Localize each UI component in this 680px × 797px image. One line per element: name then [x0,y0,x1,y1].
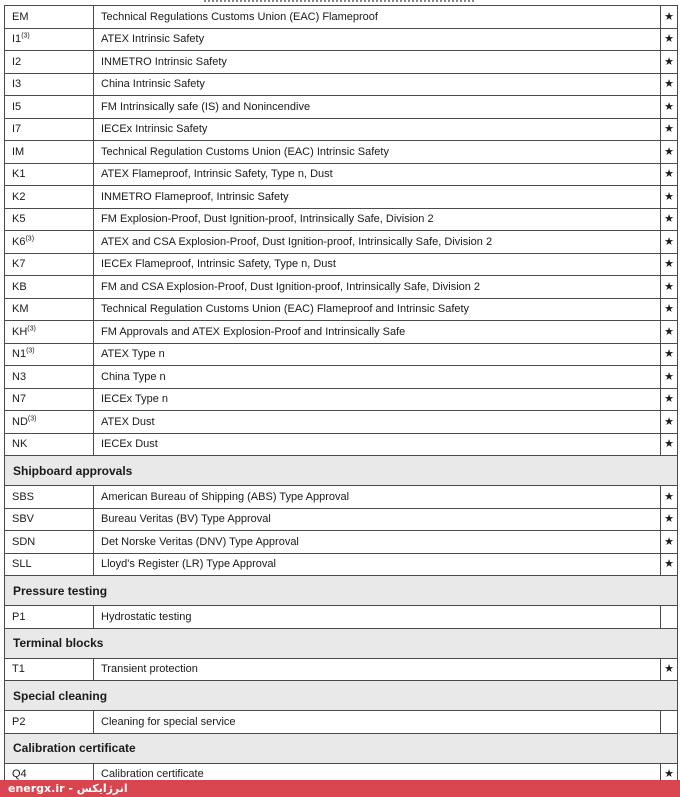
option-code-cell [5,186,94,209]
option-description: Hydrostatic testing [94,606,661,629]
option-code-cell [5,486,94,509]
star-icon: ★ [661,51,678,74]
option-code-cell [5,711,94,734]
option-description: China Intrinsic Safety [94,73,661,96]
option-code-cell [5,73,94,96]
table-row [5,141,678,164]
option-code-cell [5,276,94,299]
option-code-cell [5,51,94,74]
table-row [5,411,678,434]
section-title: Calibration certificate [5,733,678,763]
table-row [5,298,678,321]
star-icon: ★ [661,186,678,209]
option-description: Bureau Veritas (BV) Type Approval [94,508,661,531]
option-description: Calibration certificate [94,763,661,780]
option-code: KM [12,303,29,316]
option-description: Technical Regulations Customs Union (EAC) Flameproof [94,6,661,29]
table-row [5,96,678,119]
option-code: SBV [12,513,35,526]
table-row [5,763,678,780]
option-code: T1 [12,663,25,676]
star-icon: ★ [661,531,678,554]
option-code-cell [5,433,94,456]
section-header-row [5,681,678,711]
option-code-cell [5,28,94,51]
options-table-body [5,6,678,781]
option-description: ATEX Flameproof, Intrinsic Safety, Type n, Dust [94,163,661,186]
star-icon: ★ [661,321,678,344]
option-code: Q4 [12,768,27,780]
option-code-cell [5,388,94,411]
option-description: Cleaning for special service [94,711,661,734]
star-icon: ★ [661,28,678,51]
option-code-cell [5,553,94,576]
table-row [5,51,678,74]
option-description: ATEX Intrinsic Safety [94,28,661,51]
option-code: SBS [12,490,35,503]
star-icon: ★ [661,763,678,780]
option-description: INMETRO Flameproof, Intrinsic Safety [94,186,661,209]
section-header-row [5,733,678,763]
option-description: Technical Regulation Customs Union (EAC) Intrinsic Safety [94,141,661,164]
option-description: FM and CSA Explosion-Proof, Dust Ignition-proof, Intrinsically Safe, Division 2 [94,276,661,299]
star-icon: ★ [661,411,678,434]
table-row [5,208,678,231]
section-header-row [5,628,678,658]
star-icon: ★ [661,96,678,119]
option-code: IM [12,145,25,158]
option-code: I1 [12,33,22,46]
star-icon: ★ [661,6,678,29]
option-code: NK [12,438,28,451]
footnote-marker: (3) [25,235,35,243]
table-row [5,186,678,209]
option-code-cell [5,343,94,366]
option-code-cell [5,231,94,254]
option-description: IECEx Flameproof, Intrinsic Safety, Type n, Dust [94,253,661,276]
option-code: K7 [12,258,26,271]
option-description: Det Norske Veritas (DNV) Type Approval [94,531,661,554]
option-code: SDN [12,535,36,548]
table-row [5,606,678,629]
section-title: Shipboard approvals [5,456,678,486]
table-row [5,28,678,51]
option-code-cell [5,96,94,119]
option-description: American Bureau of Shipping (ABS) Type Approval [94,486,661,509]
star-icon: ★ [661,298,678,321]
option-description: FM Approvals and ATEX Explosion-Proof and Intrinsically Safe [94,321,661,344]
option-code: ND [12,415,28,428]
star-icon: ★ [661,388,678,411]
option-code: K5 [12,213,26,226]
option-code-cell [5,411,94,434]
option-description: IECEx Intrinsic Safety [94,118,661,141]
option-code: SLL [12,558,32,571]
option-code: KB [12,280,27,293]
option-code-cell [5,298,94,321]
option-code-cell [5,606,94,629]
section-header-row [5,456,678,486]
star-icon: ★ [661,553,678,576]
table-row [5,343,678,366]
option-description: ATEX and CSA Explosion-Proof, Dust Ignition-proof, Intrinsically Safe, Division 2 [94,231,661,254]
option-code-cell [5,253,94,276]
option-code: K6 [12,235,26,248]
option-code: N7 [12,393,27,406]
option-code-cell [5,6,94,29]
option-code-cell [5,321,94,344]
watermark-footer: energx.ir - انرژایکس [0,780,680,797]
option-description: Transient protection [94,658,661,681]
table-row [5,508,678,531]
option-code-cell [5,163,94,186]
option-code-cell [5,508,94,531]
option-code: N3 [12,370,27,383]
table-row [5,231,678,254]
option-description: China Type n [94,366,661,389]
option-code-cell [5,531,94,554]
star-icon: ★ [661,658,678,681]
star-icon: ★ [661,253,678,276]
option-code: P2 [12,715,26,728]
option-code: I5 [12,100,22,113]
option-description: ATEX Dust [94,411,661,434]
star-icon: ★ [661,118,678,141]
section-title: Pressure testing [5,576,678,606]
option-code: I7 [12,123,22,136]
option-description: Lloyd's Register (LR) Type Approval [94,553,661,576]
option-code-cell [5,658,94,681]
option-description: IECEx Dust [94,433,661,456]
footnote-marker: (3) [21,32,30,40]
option-code-cell [5,366,94,389]
star-icon: ★ [661,73,678,96]
option-code-cell [5,208,94,231]
option-description: ATEX Type n [94,343,661,366]
star-icon: ★ [661,366,678,389]
table-row [5,118,678,141]
table-row [5,73,678,96]
table-row [5,531,678,554]
option-code: I3 [12,78,22,91]
star-icon: ★ [661,433,678,456]
option-code: K2 [12,190,26,203]
star-icon: ★ [661,163,678,186]
table-row [5,321,678,344]
footnote-marker: (3) [26,347,35,355]
table-row [5,163,678,186]
table-row [5,366,678,389]
options-table [4,5,678,780]
option-code: KH [12,325,28,338]
option-description: FM Intrinsically safe (IS) and Nonincendive [94,96,661,119]
star-icon: ★ [661,486,678,509]
table-row [5,388,678,411]
star-icon: ★ [661,508,678,531]
cut-off-text-line [4,0,678,3]
table-row [5,276,678,299]
option-description: INMETRO Intrinsic Safety [94,51,661,74]
option-code: I2 [12,55,22,68]
option-description: FM Explosion-Proof, Dust Ignition-proof, Intrinsically Safe, Division 2 [94,208,661,231]
option-code: K1 [12,168,26,181]
section-title: Special cleaning [5,681,678,711]
star-icon [661,711,678,734]
footnote-marker: (3) [27,415,37,423]
section-header-row [5,576,678,606]
option-code-cell [5,118,94,141]
table-row [5,433,678,456]
option-description: Technical Regulation Customs Union (EAC) Flameproof and Intrinsic Safety [94,298,661,321]
table-row [5,658,678,681]
option-description: IECEx Type n [94,388,661,411]
section-title: Terminal blocks [5,628,678,658]
table-row [5,553,678,576]
option-code-cell [5,763,94,780]
table-row [5,486,678,509]
option-code: N1 [12,348,27,361]
star-icon: ★ [661,208,678,231]
table-row [5,711,678,734]
table-row [5,253,678,276]
star-icon: ★ [661,141,678,164]
option-code-cell [5,141,94,164]
star-icon: ★ [661,343,678,366]
star-icon: ★ [661,276,678,299]
option-code: EM [12,10,29,23]
table-row [5,6,678,29]
option-code: P1 [12,610,26,623]
footnote-marker: (3) [27,325,36,333]
star-icon [661,606,678,629]
star-icon: ★ [661,231,678,254]
